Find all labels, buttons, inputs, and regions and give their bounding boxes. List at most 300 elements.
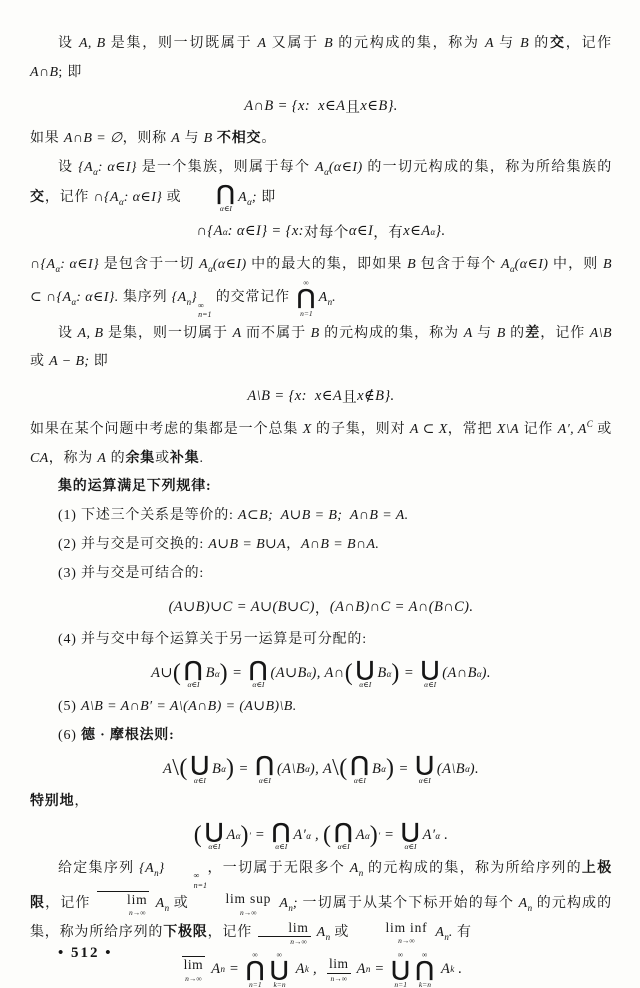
math-run: B bbox=[496, 325, 506, 341]
stack-bottom: n=1 bbox=[198, 310, 212, 320]
big-delimiter: ) bbox=[391, 659, 400, 686]
math-run: A bbox=[315, 160, 325, 176]
text-run: 的元构成的集，称为所给序列的 bbox=[363, 860, 582, 876]
bigcap-operator-glyph: ⋂ bbox=[272, 819, 291, 843]
operator-lower-limit: k=n bbox=[418, 979, 431, 988]
math-run: . bbox=[454, 960, 463, 977]
operator-lower-limit: n=1 bbox=[394, 979, 407, 988]
text-run: 又属于 bbox=[266, 36, 325, 51]
math-run: A bbox=[355, 827, 365, 844]
math-run: (A∩B bbox=[442, 665, 477, 682]
math-run: ∩{A bbox=[30, 256, 56, 272]
math-run: X\A bbox=[496, 422, 520, 438]
math-run: A\B = {x: x∈A bbox=[247, 387, 343, 404]
bold-term: 不相交 bbox=[216, 131, 262, 147]
math-run: (α∈I) bbox=[212, 256, 247, 272]
paragraph bbox=[30, 626, 612, 655]
stack-bottom: n=1 bbox=[193, 880, 208, 890]
text-run: 即 bbox=[256, 189, 277, 205]
subscript: n bbox=[154, 867, 159, 878]
bigcap-operator bbox=[272, 821, 290, 851]
display-formula bbox=[30, 753, 612, 785]
subscript: α bbox=[93, 167, 98, 178]
text-run: 是一个集族，则属于每个 bbox=[136, 160, 316, 176]
text-run: 包含于每个 bbox=[416, 256, 501, 272]
math-run: A\B = A∩B′ = A\(A∩B) = (A∪B)\B. bbox=[81, 698, 297, 714]
subscript: α bbox=[430, 226, 436, 237]
math-run: A, B bbox=[78, 36, 106, 51]
math-run: A⊂B; A∪B = B; A∩B = A. bbox=[238, 508, 409, 524]
math-run: B bbox=[324, 36, 334, 51]
bigcup-operator bbox=[401, 821, 419, 851]
operator-lower-limit: α∈I bbox=[219, 204, 232, 214]
big-delimiter: ) bbox=[226, 755, 235, 782]
math-run: }. bbox=[435, 223, 446, 240]
math-run: B bbox=[205, 665, 215, 682]
text-run: 或 bbox=[330, 924, 354, 940]
bold-term: 上极限 bbox=[30, 860, 612, 912]
math-run: B bbox=[407, 256, 417, 272]
bold-term: 补集 bbox=[169, 450, 200, 466]
subscript: n bbox=[164, 903, 170, 914]
bigcap-operator-glyph: ⋂ bbox=[334, 819, 353, 843]
math-run: ). bbox=[469, 760, 480, 777]
math-run: B bbox=[371, 760, 382, 777]
paragraph bbox=[30, 125, 612, 154]
subscript: α bbox=[306, 830, 311, 841]
big-delimiter: ( bbox=[172, 659, 182, 686]
limit-operator bbox=[182, 956, 206, 982]
subscript: k bbox=[450, 964, 455, 975]
subscript: n bbox=[220, 964, 225, 975]
math-run: : α∈I}. bbox=[76, 290, 119, 306]
math-run: A bbox=[171, 131, 181, 147]
text-run: 且 bbox=[345, 99, 361, 116]
display-formula bbox=[30, 90, 612, 122]
math-run: A∩B = ∅ bbox=[63, 131, 123, 147]
math-run: (α∈I) bbox=[514, 256, 549, 272]
limit-word: lim bbox=[327, 956, 351, 973]
text-run: ，记作 bbox=[207, 924, 257, 940]
text-run: 或 bbox=[162, 189, 186, 205]
math-run: = bbox=[370, 960, 389, 977]
operator-lower-limit: α∈I bbox=[418, 775, 431, 785]
math-run: x∉B}. bbox=[357, 387, 395, 404]
math-run: A∩B = B∩A. bbox=[300, 536, 380, 552]
subscript: α bbox=[306, 668, 312, 679]
subscript: α bbox=[476, 668, 482, 679]
big-delimiter: ) bbox=[240, 821, 249, 848]
bigcup-operator-glyph: ⋃ bbox=[205, 819, 224, 843]
math-run: A∩B = {x: x∈A bbox=[244, 97, 346, 114]
limit-word: lim bbox=[183, 957, 204, 973]
big-delimiter: \ bbox=[172, 755, 180, 782]
text-run: ， bbox=[314, 600, 330, 617]
limit-word: lim sup bbox=[225, 891, 272, 907]
limit-operator bbox=[258, 920, 310, 946]
bigcup-operator bbox=[416, 754, 434, 784]
text-run: ，一切属于无限多个 bbox=[207, 860, 350, 876]
subscript: k bbox=[304, 964, 309, 975]
limit-lower: n→∞ bbox=[398, 936, 415, 946]
subscript: n bbox=[527, 903, 533, 914]
text-run: 一切属于从某个下标开始的每个 bbox=[297, 896, 519, 912]
subscript: α bbox=[509, 263, 515, 274]
bigcup-operator-glyph: ⋃ bbox=[190, 752, 210, 777]
big-delimiter: ( bbox=[344, 659, 354, 686]
math-run: (α∈I) bbox=[328, 160, 363, 176]
math-run: B bbox=[520, 36, 530, 51]
text-run: (5) bbox=[58, 698, 82, 714]
text-run: 是集，则一切属于 bbox=[103, 325, 233, 341]
math-run: = bbox=[228, 665, 247, 682]
math-run: ∩{A bbox=[196, 223, 223, 240]
math-run: : α∈I} bbox=[123, 189, 163, 205]
math-run: A bbox=[463, 325, 473, 341]
operator-lower-limit: α∈I bbox=[404, 842, 417, 852]
bold-term: 集的运算满足下列规律: bbox=[58, 479, 212, 495]
bigcap-operator-glyph: ⋂ bbox=[246, 956, 265, 981]
operator-lower-limit: α∈I bbox=[252, 680, 265, 690]
math-run: A∪B = B∪A bbox=[208, 536, 287, 552]
operator-lower-limit: α∈I bbox=[337, 842, 350, 852]
text-run: 如果 bbox=[30, 131, 64, 147]
limit-lower: n→∞ bbox=[128, 908, 146, 918]
operator-lower-limit: α∈I bbox=[208, 842, 221, 852]
bigcap-operator bbox=[189, 180, 236, 214]
math-run: {A bbox=[78, 160, 94, 176]
math-run: x∈B}. bbox=[360, 97, 398, 114]
limit-lower: n→∞ bbox=[330, 973, 348, 983]
text-run: 的子集，则对 bbox=[311, 422, 410, 438]
bigcap-operator bbox=[246, 951, 264, 988]
text-run: 中，则 bbox=[548, 256, 604, 272]
subscript: α bbox=[247, 196, 252, 207]
math-run: A\B bbox=[589, 325, 612, 341]
text-run: ，记作 bbox=[540, 325, 590, 341]
subscript: n bbox=[288, 903, 293, 914]
bigcup-operator-glyph: ⋃ bbox=[415, 752, 434, 777]
text-run: 设 bbox=[58, 325, 78, 341]
math-run: B bbox=[310, 325, 320, 341]
bigcap-operator bbox=[334, 821, 352, 851]
math-run: . bbox=[448, 924, 453, 940]
math-run: . bbox=[332, 290, 336, 306]
text-run: . bbox=[199, 450, 204, 466]
bigcap-operator-glyph: ⋂ bbox=[415, 956, 434, 981]
math-run: A bbox=[226, 827, 236, 844]
limit-operator bbox=[327, 956, 351, 982]
operator-upper-limit: ∞ bbox=[276, 949, 283, 959]
bigcap-operator-glyph: ⋂ bbox=[184, 656, 203, 681]
operator-upper-limit: ∞ bbox=[421, 949, 428, 959]
math-run: B ⊂ ∩{A bbox=[30, 256, 616, 306]
math-run: . bbox=[440, 827, 449, 844]
math-run: x∈A bbox=[403, 223, 431, 240]
text-run: 或 bbox=[155, 450, 170, 466]
superscript: ′ bbox=[248, 830, 251, 841]
math-run: : α∈I} = {x: bbox=[227, 223, 304, 240]
bigcap-operator bbox=[297, 279, 316, 317]
operator-lower-limit: α∈I bbox=[187, 680, 200, 690]
text-run: 记作 bbox=[519, 422, 558, 438]
limit-operator bbox=[355, 920, 429, 945]
sup-sub-stack bbox=[198, 301, 211, 320]
paragraph bbox=[30, 502, 612, 531]
math-run: A bbox=[275, 896, 289, 912]
display-formula bbox=[30, 658, 612, 690]
bold-term: 差 bbox=[525, 325, 541, 341]
subscript: α bbox=[71, 297, 77, 308]
math-run: A bbox=[484, 36, 494, 51]
limit-lower: n→∞ bbox=[240, 907, 257, 917]
text-run: 设 bbox=[58, 160, 79, 176]
superscript: C bbox=[586, 419, 593, 430]
bold-term: 下极限 bbox=[163, 924, 208, 940]
subscript: n bbox=[358, 867, 364, 878]
text-run: 与 bbox=[472, 325, 497, 341]
text-run: 。 bbox=[261, 131, 277, 147]
math-run: A bbox=[352, 960, 366, 977]
bigcap-operator-glyph: ⋂ bbox=[297, 285, 316, 310]
math-run: A, B bbox=[77, 325, 104, 341]
subscript: α bbox=[465, 764, 470, 775]
math-run: A∪ bbox=[151, 665, 173, 682]
math-run: ; bbox=[292, 896, 298, 912]
paragraph bbox=[30, 473, 612, 502]
math-run: A bbox=[97, 450, 107, 466]
math-run: : α∈I} bbox=[60, 256, 100, 272]
math-run: A′ bbox=[293, 827, 307, 844]
bold-term: 余集 bbox=[125, 450, 156, 466]
big-delimiter: ( bbox=[179, 755, 188, 782]
math-run: A∩B bbox=[30, 64, 59, 80]
operator-upper-limit: ∞ bbox=[303, 278, 310, 288]
bigcap-operator-glyph: ⋂ bbox=[249, 656, 268, 681]
math-run: A bbox=[207, 960, 221, 977]
subscript: α bbox=[324, 167, 329, 178]
subscript: α bbox=[364, 830, 370, 841]
bold-term: 特别地 bbox=[30, 794, 75, 810]
math-run: B bbox=[377, 665, 387, 682]
limit-operator bbox=[195, 891, 273, 916]
bigcup-operator-glyph: ⋃ bbox=[356, 656, 375, 681]
text-run: ，则称 bbox=[122, 131, 172, 147]
text-run: 集序列 bbox=[118, 290, 172, 306]
text-run: 即 bbox=[89, 354, 109, 370]
paragraph bbox=[30, 693, 612, 722]
math-run: , bbox=[308, 960, 326, 977]
bold-term: 交 bbox=[550, 36, 566, 51]
text-run: ，记作 bbox=[565, 36, 612, 51]
math-run: A bbox=[199, 256, 209, 272]
stack-top: ∞ bbox=[198, 300, 204, 310]
text-run: 与 bbox=[180, 131, 204, 147]
text-run: 的 bbox=[529, 36, 550, 51]
math-run: ; bbox=[251, 189, 257, 205]
math-run: A ⊂ X bbox=[409, 422, 448, 438]
subscript: α bbox=[305, 764, 310, 775]
display-formula bbox=[30, 216, 612, 248]
display-formula bbox=[30, 591, 612, 623]
text-run: 的元构成的集，称为 bbox=[333, 36, 485, 51]
math-run: , bbox=[310, 827, 324, 844]
text-run: ，记作 bbox=[45, 896, 96, 912]
bigcup-operator bbox=[205, 821, 223, 851]
math-run: (A∪B bbox=[270, 665, 307, 682]
operator-lower-limit: α∈I bbox=[359, 680, 372, 690]
superscript: ′ bbox=[378, 830, 381, 841]
math-run: = bbox=[224, 960, 244, 977]
limit-operator bbox=[97, 891, 149, 917]
math-run: CA bbox=[30, 450, 49, 466]
subscript: α bbox=[222, 226, 228, 237]
math-run: A bbox=[151, 896, 165, 912]
subscript: α bbox=[118, 196, 124, 207]
operator-lower-limit: k=n bbox=[273, 979, 286, 988]
operator-lower-limit: α∈I bbox=[193, 775, 206, 785]
paragraph bbox=[30, 722, 612, 751]
bold-term: 交 bbox=[30, 189, 45, 205]
math-run: = bbox=[250, 827, 270, 844]
display-formula bbox=[30, 820, 612, 852]
math-run: : α∈I} bbox=[97, 160, 137, 176]
bigcap-operator bbox=[256, 754, 274, 784]
bigcup-operator-glyph: ⋃ bbox=[401, 819, 420, 843]
paragraph bbox=[30, 251, 616, 320]
bigcup-operator bbox=[421, 656, 440, 690]
operator-lower-limit: α∈I bbox=[424, 680, 437, 690]
math-run: A bbox=[518, 896, 528, 912]
text-run: ; 即 bbox=[58, 64, 83, 80]
math-run: {A bbox=[139, 860, 155, 876]
limit-word: lim bbox=[258, 920, 310, 937]
text-run: 或 bbox=[592, 422, 613, 438]
math-run: = bbox=[399, 665, 419, 682]
math-run: A bbox=[238, 189, 248, 205]
paragraph bbox=[30, 788, 612, 817]
subscript: α bbox=[221, 764, 227, 775]
operator-lower-limit: n=1 bbox=[249, 979, 262, 988]
math-run: A′ bbox=[422, 827, 436, 844]
stack-top: ∞ bbox=[193, 870, 200, 880]
subscript: α bbox=[235, 830, 241, 841]
paragraph bbox=[30, 531, 612, 560]
math-run: A bbox=[162, 760, 173, 777]
math-run: (A∪B)∪C = A∪(B∪C) bbox=[168, 598, 315, 615]
subscript: α bbox=[435, 830, 441, 841]
math-run: (A\B bbox=[436, 760, 466, 777]
operator-lower-limit: α∈I bbox=[353, 775, 366, 785]
page-number: • 512 • bbox=[58, 945, 113, 961]
subscript: n bbox=[365, 964, 371, 975]
subscript: α bbox=[214, 668, 220, 679]
limit-word: lim bbox=[97, 891, 149, 908]
sup-sub-stack bbox=[166, 871, 207, 890]
bigcap-operator bbox=[351, 754, 369, 784]
text-run: 有 bbox=[452, 924, 472, 940]
operator-lower-limit: α∈I bbox=[275, 842, 288, 852]
text-run: (2) 并与交是可交换的: bbox=[58, 536, 209, 552]
text-run: (6) bbox=[58, 727, 82, 743]
limit-word: lim inf bbox=[385, 920, 428, 936]
math-run: = bbox=[380, 827, 399, 844]
big-delimiter: ) bbox=[219, 659, 229, 686]
subscript: n bbox=[186, 297, 192, 308]
math-run: ). bbox=[481, 665, 491, 682]
text-run: 的 bbox=[106, 450, 126, 466]
bigcap-operator-glyph: ⋂ bbox=[216, 180, 236, 205]
operator-upper-limit: ∞ bbox=[397, 949, 404, 959]
bigcap-operator bbox=[416, 951, 434, 988]
math-run: A bbox=[431, 924, 445, 940]
big-delimiter: ) bbox=[385, 755, 395, 782]
big-delimiter: ( bbox=[323, 821, 332, 848]
text-run: (1) 下述三个关系是等价的: bbox=[58, 508, 239, 524]
text-run: 的 bbox=[505, 325, 526, 341]
limit-lower: n→∞ bbox=[290, 936, 307, 946]
text-run: 设 bbox=[58, 36, 79, 51]
text-run: 对每个 bbox=[303, 225, 349, 242]
limit-lower: n→∞ bbox=[185, 973, 202, 983]
math-run: = bbox=[394, 760, 413, 777]
math-run: A bbox=[232, 325, 242, 341]
bigcup-operator-glyph: ⋃ bbox=[270, 956, 289, 981]
text-run: 与 bbox=[493, 36, 521, 51]
paragraph bbox=[30, 415, 612, 473]
subscript: α bbox=[381, 764, 386, 775]
subscript: n bbox=[327, 297, 333, 308]
bold-term: 德 · 摩根法则: bbox=[81, 727, 175, 743]
bigcap-operator bbox=[184, 656, 203, 690]
math-run: A bbox=[318, 290, 328, 306]
bigcup-operator bbox=[270, 951, 288, 988]
math-run: (A\B bbox=[276, 760, 306, 777]
subscript: α bbox=[386, 668, 392, 679]
math-run: = bbox=[234, 760, 253, 777]
math-run: (A∩B)∩C = A∩(B∩C). bbox=[329, 598, 474, 615]
math-run: A bbox=[436, 960, 451, 977]
text-run: 的元构成的集，称为 bbox=[319, 325, 464, 341]
math-run: α∈I bbox=[348, 223, 374, 240]
math-run: A bbox=[257, 36, 267, 51]
subscript: α bbox=[55, 263, 61, 274]
big-delimiter: ( bbox=[339, 755, 348, 782]
big-delimiter: ) bbox=[369, 821, 379, 848]
bigcap-operator-glyph: ⋂ bbox=[350, 752, 369, 777]
math-run: A′, A bbox=[557, 422, 587, 438]
bigcup-operator bbox=[191, 754, 209, 784]
text-run: 的交常记作 bbox=[211, 290, 295, 306]
math-run: A bbox=[349, 860, 359, 876]
math-run: B bbox=[203, 131, 213, 147]
display-formula bbox=[30, 380, 612, 412]
bigcup-operator bbox=[392, 951, 410, 988]
math-run: A bbox=[500, 256, 510, 272]
text-run: 如果在某个问题中考虑的集都是一个总集 bbox=[30, 422, 303, 438]
paragraph bbox=[30, 560, 612, 589]
math-run: B bbox=[212, 760, 222, 777]
math-run: } bbox=[158, 860, 165, 876]
text-run: ，常把 bbox=[447, 422, 497, 438]
bigcup-operator-glyph: ⋃ bbox=[391, 956, 410, 981]
text-run: (3) 并与交是可结合的: bbox=[58, 565, 205, 581]
text-run: ，称为 bbox=[48, 450, 98, 466]
text-run: 是集，则一切既属于 bbox=[105, 36, 258, 51]
text-run: 且 bbox=[342, 389, 358, 406]
display-formula bbox=[30, 951, 612, 988]
subscript: α bbox=[208, 263, 213, 274]
